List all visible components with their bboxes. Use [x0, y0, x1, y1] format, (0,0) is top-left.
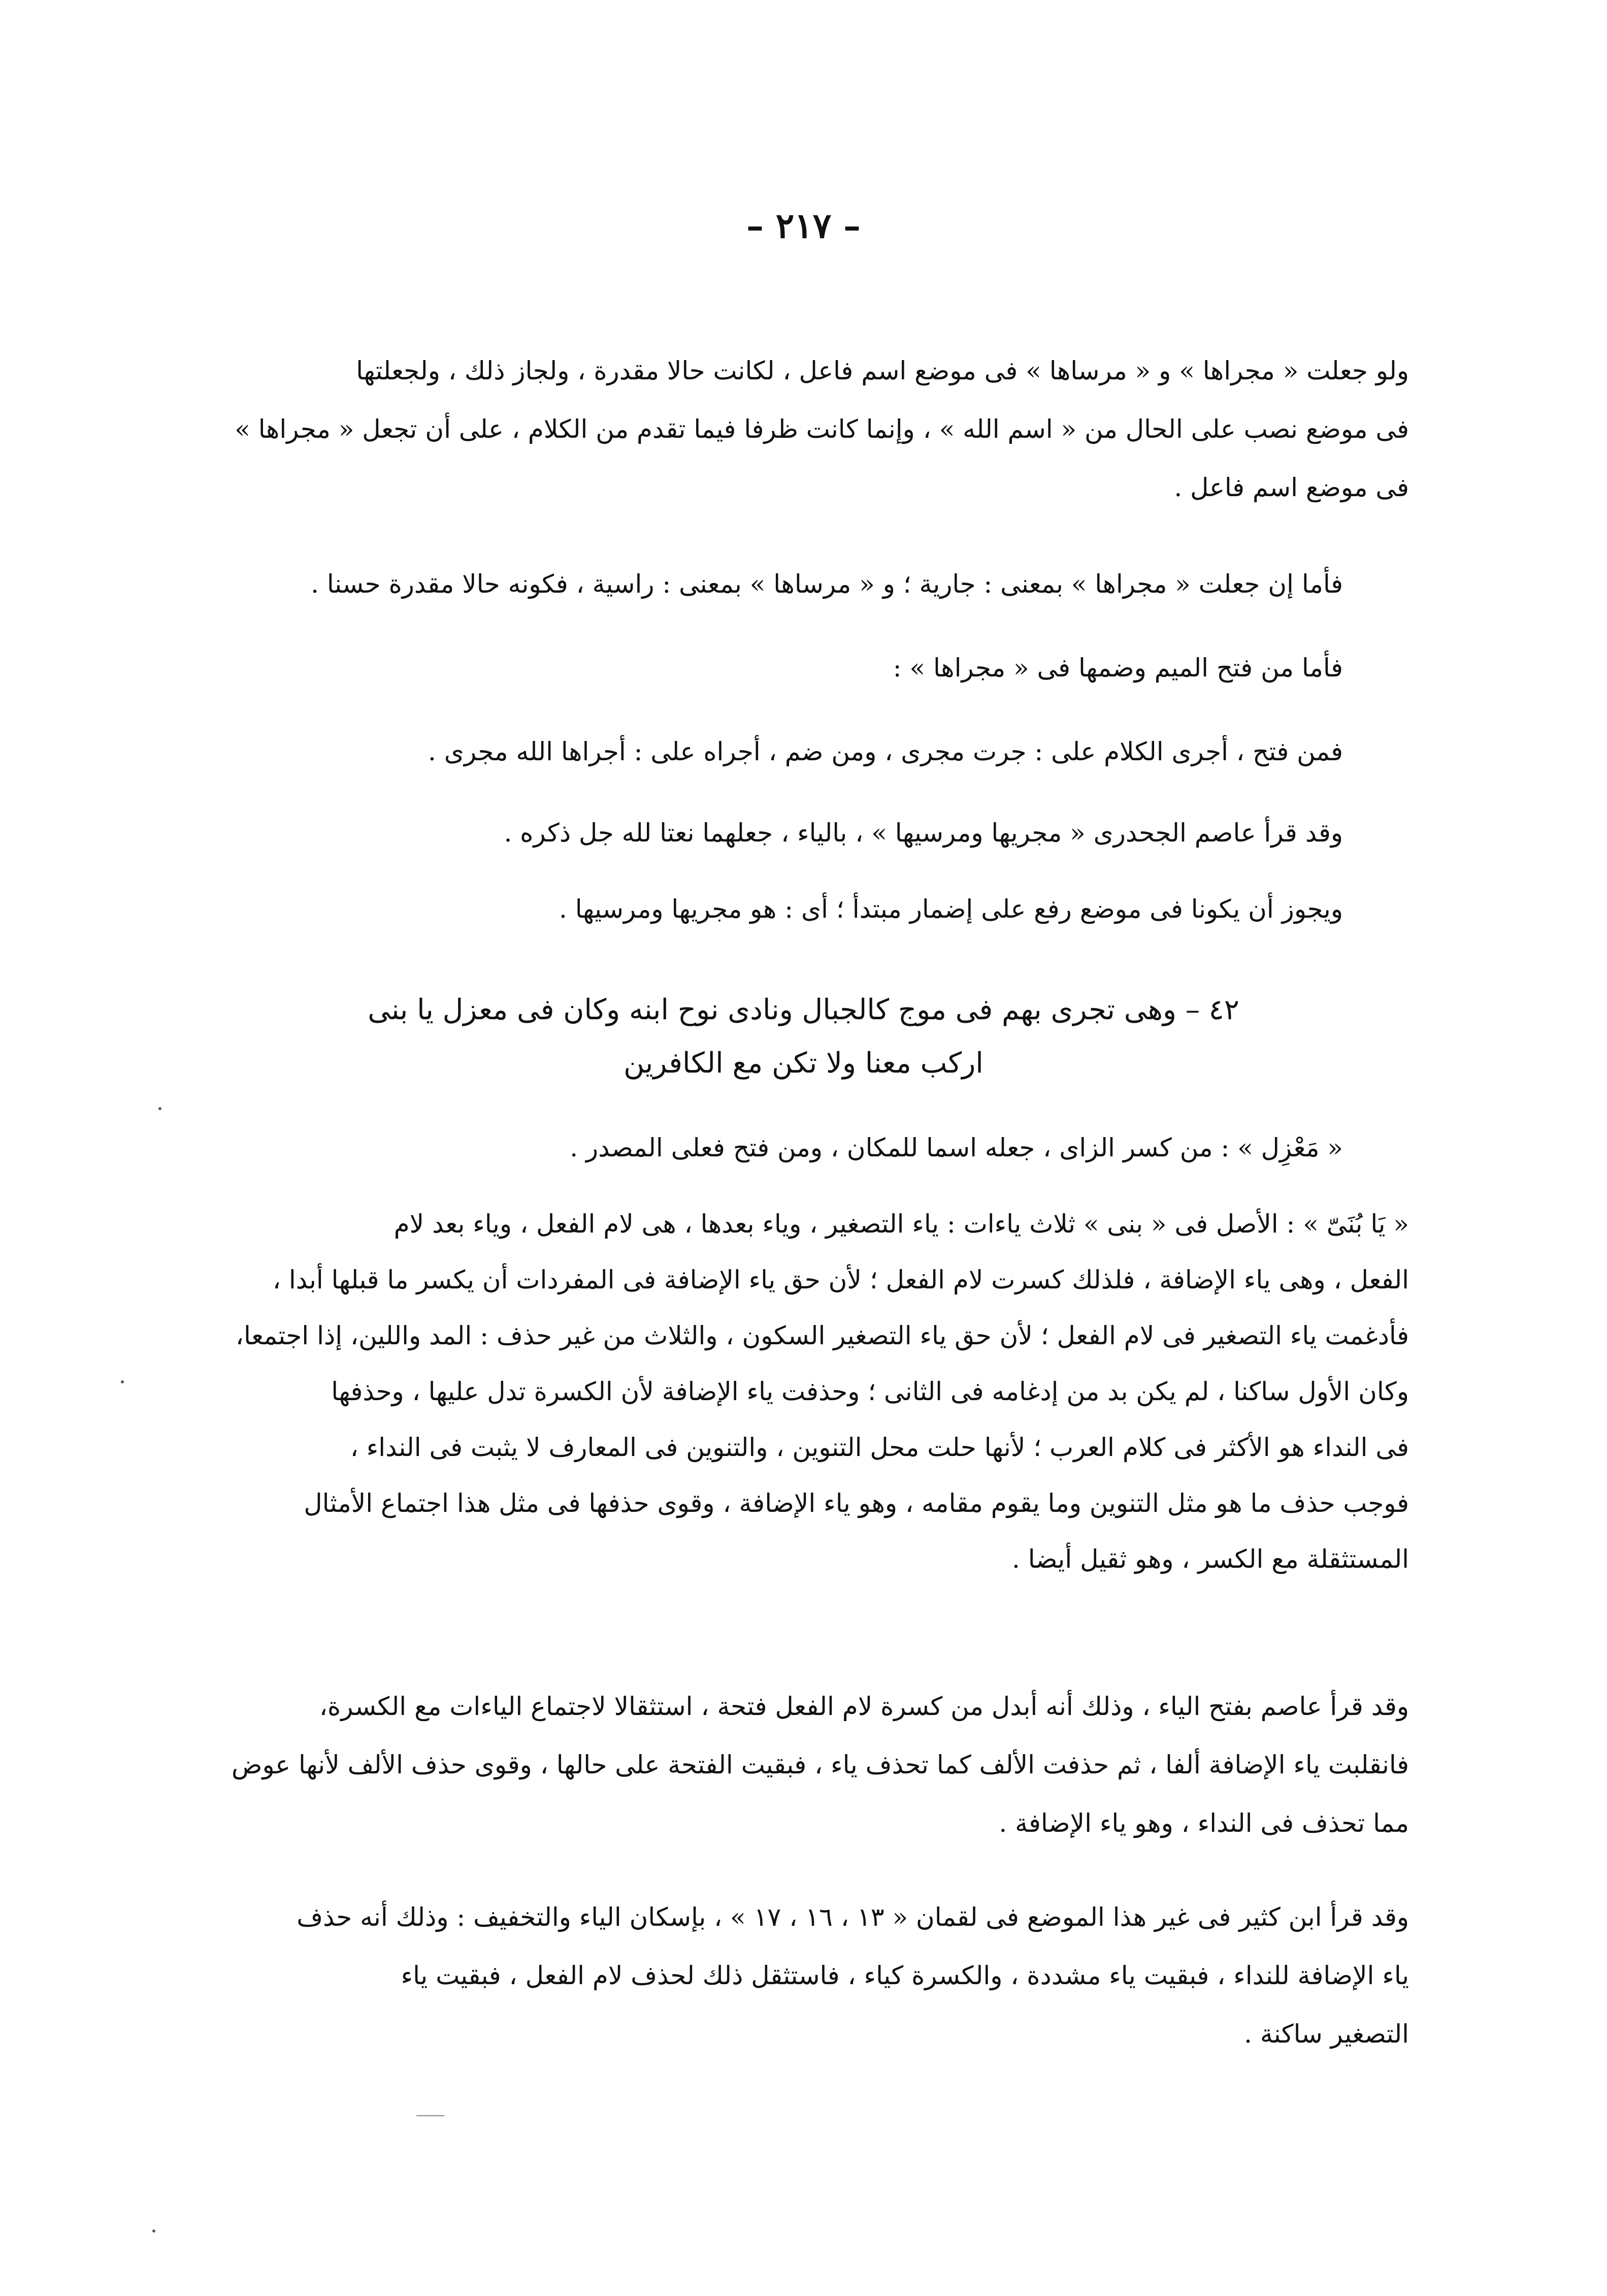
- paragraph-asim: [193, 1691, 1409, 1864]
- text-line: وقد قرأ عاصم بفتح الياء ، وذلك أنه أبدل من كسرة لام الفعل فتحة ، استثقالا لاجتماع الياءات مع الكسرة،: [319, 1692, 1409, 1721]
- verse-line: ٤٢ – وهى تجرى بهم فى موج كالجبال ونادى نوح ابنه وكان فى معزل يا بنى: [368, 993, 1239, 1026]
- text-line: فى النداء هو الأكثر فى كلام العرب ؛ لأنها حلت محل التنوين ، والتنوين فى المعارف لا يثبت فى النداء ،: [350, 1433, 1409, 1462]
- text-line: « مَعْزِل » : من كسر الزاى ، جعله اسما للمكان ، ومن فتح فعلى المصدر .: [570, 1133, 1343, 1162]
- text-line: الفعل ، وهى ياء الإضافة ، فلذلك كسرت لام الفعل ؛ لأن حق ياء الإضافة فى المفردات أن يكسر ما قبلها أبدا ،: [272, 1265, 1409, 1295]
- paragraph-2: [193, 569, 1343, 609]
- paragraph-6: [193, 894, 1343, 934]
- scan-speck: [152, 2229, 155, 2233]
- text-line: فانقلبت ياء الإضافة ألفا ، ثم حذفت الألف كما تحذف ياء ، فبقيت الفتحة على حالها ، وقوى حذف الألف لأنها عوض: [232, 1750, 1409, 1780]
- paragraph-3: [193, 653, 1343, 693]
- text-line: التصغير ساكنة .: [1244, 2019, 1409, 2049]
- text-line: وكان الأول ساكنا ، لم يكن بد من إدغامه فى الثانى ؛ وحذفت ياء الإضافة لأن الكسرة تدل عليها ، وحذفها: [331, 1377, 1409, 1406]
- scan-speck: [158, 1107, 161, 1110]
- paragraph-ibn-kathir: [193, 1902, 1409, 2075]
- text-line: ياء الإضافة للنداء ، فبقيت ياء مشددة ، والكسرة كياء ، فاستثقل ذلك لحذف لام الفعل ، فبقيت ياء: [401, 1961, 1409, 1990]
- page-number: – ٢١٧ –: [746, 206, 861, 246]
- text-line: فى موضع اسم فاعل .: [1174, 473, 1409, 502]
- text-line: فمن فتح ، أجرى الكلام على : جرت مجرى ، ومن ضم ، أجراه على : أجراها الله مجرى .: [428, 737, 1343, 766]
- quran-verse: [0, 993, 1607, 1094]
- text-line: فى موضع نصب على الحال من « اسم الله » ، وإنما كانت ظرفا فيما تقدم من الكلام ، على أن تجعل « مجراها »: [235, 414, 1409, 444]
- paragraph-ya-bunayya: [193, 1209, 1409, 1615]
- text-line: فأما من فتح الميم وضمها فى « مجراها » :: [893, 653, 1343, 683]
- paragraph-muazil: [193, 1133, 1343, 1173]
- text-line: فأما إن جعلت « مجراها » بمعنى : جارية ؛ و « مرساها » بمعنى : راسية ، فكونه حالا مقدرة حسنا .: [311, 569, 1343, 599]
- scan-speck: [121, 1380, 124, 1383]
- text-line: وقد قرأ ابن كثير فى غير هذا الموضع فى لقمان « ١٣ ، ١٦ ، ١٧ » ، بإسكان الياء والتخفيف : وذلك أنه حذف: [297, 1902, 1409, 1932]
- paragraph-1: [193, 355, 1409, 523]
- text-line: فوجب حذف ما هو مثل التنوين وما يقوم مقامه ، وهو ياء الإضافة ، وقوى حذفها فى مثل هذا اجتماع الأمثال: [304, 1489, 1409, 1518]
- scan-mark: [416, 2115, 444, 2116]
- text-line: وقد قرأ عاصم الجحدرى « مجريها ومرسيها » ، بالياء ، جعلهما نعتا لله جل ذكره .: [504, 818, 1343, 848]
- text-line: « يَا بُنَىّ » : الأصل فى « بنى » ثلاث ياءات : ياء التصغير ، وياء بعدها ، هى لام الفعل ، وياء بعد لام: [393, 1209, 1409, 1239]
- text-line: مما تحذف فى النداء ، وهو ياء الإضافة .: [999, 1808, 1409, 1838]
- paragraph-5: [193, 818, 1343, 858]
- paragraph-4: [193, 736, 1343, 777]
- text-line: المستثقلة مع الكسر ، وهو ثقيل أيضا .: [1012, 1544, 1409, 1574]
- text-line: ولو جعلت « مجراها » و « مرساها » فى موضع اسم فاعل ، لكانت حالا مقدرة ، ولجاز ذلك ، ولجعلتها: [356, 356, 1409, 385]
- verse-line: اركب معنا ولا تكن مع الكافرين: [624, 1047, 983, 1080]
- text-line: فأدغمت ياء التصغير فى لام الفعل ؛ لأن حق ياء التصغير السكون ، والثلاث من غير حذف : المد واللين، إذا اجتمعا،: [235, 1321, 1409, 1350]
- text-line: ويجوز أن يكونا فى موضع رفع على إضمار مبتدأ ؛ أى : هو مجريها ومرسيها .: [559, 894, 1343, 924]
